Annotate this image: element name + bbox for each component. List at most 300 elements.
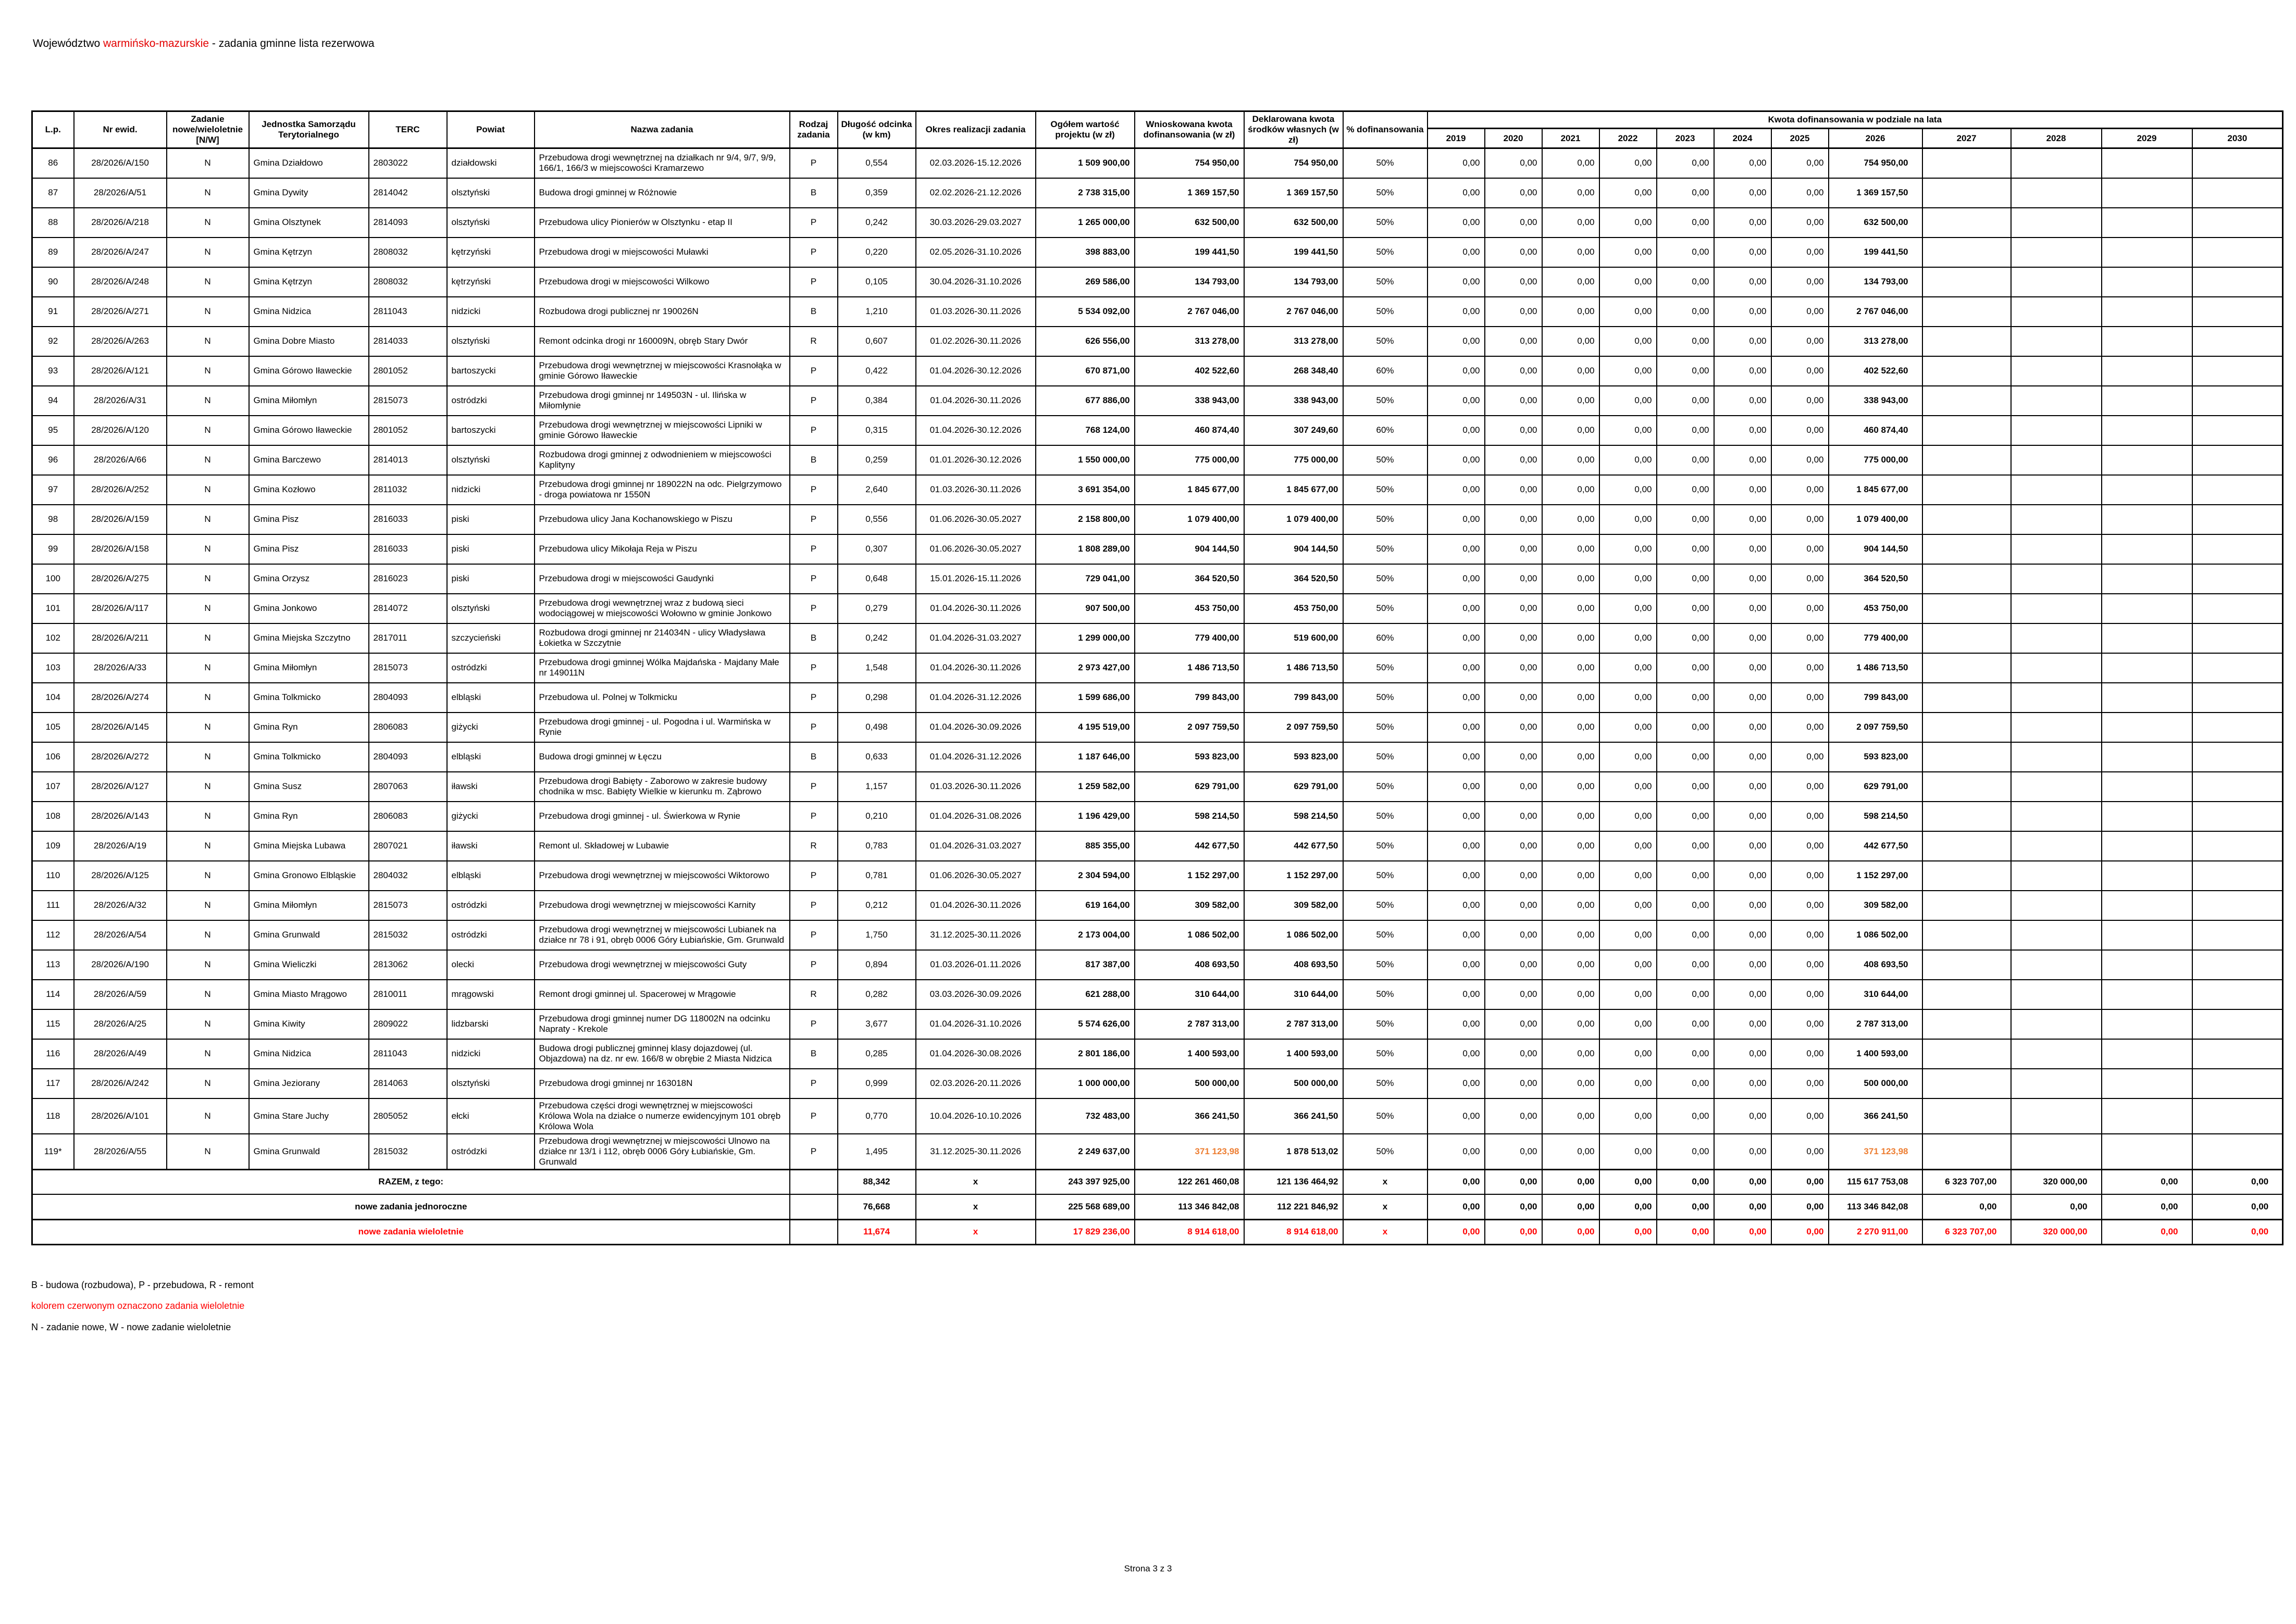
cell-2020: 0,00 [1485, 534, 1542, 564]
col-header-dlugosc: Długość odcinka (w km) [838, 111, 916, 148]
cell-nw: N [167, 238, 249, 267]
cell-terc: 2815073 [369, 653, 447, 683]
cell-wnioskowana: 460 874,40 [1135, 416, 1244, 445]
cell-jst: Gmina Stare Juchy [249, 1098, 369, 1134]
cell-2019: 0,00 [1428, 920, 1485, 950]
cell-2023: 0,00 [1657, 831, 1714, 861]
cell-2023: 0,00 [1657, 178, 1714, 208]
cell-nazwa: Przebudowa ulicy Jana Kochanowskiego w Piszu [535, 505, 790, 534]
cell-wnioskowana: 2 767 046,00 [1135, 297, 1244, 327]
cell-2024: 0,00 [1714, 623, 1771, 653]
cell-terc: 2816033 [369, 505, 447, 534]
cell-powiat: mrągowski [447, 980, 535, 1009]
cell-2026: 313 278,00 [1829, 327, 1922, 356]
cell-2030: 0,00 [2192, 1194, 2283, 1219]
cell-dlugosc: 0,384 [838, 386, 916, 416]
cell-nazwa: Budowa drogi gminnej w Łęczu [535, 742, 790, 772]
cell-powiat: działdowski [447, 148, 535, 178]
cell-deklarowana: 366 241,50 [1244, 1098, 1343, 1134]
cell-2029 [2102, 505, 2192, 534]
cell-2028 [2011, 1098, 2102, 1134]
cell-wnioskowana: 313 278,00 [1135, 327, 1244, 356]
cell-wnioskowana: 1 486 713,50 [1135, 653, 1244, 683]
cell-okres: 01.04.2026-31.03.2027 [916, 831, 1036, 861]
cell-2019: 0,00 [1428, 594, 1485, 623]
cell-2019: 0,00 [1428, 653, 1485, 683]
cell-deklarowana: 2 097 759,50 [1244, 713, 1343, 742]
cell-terc: 2804093 [369, 683, 447, 713]
col-header-year-2023: 2023 [1657, 129, 1714, 148]
cell-2028 [2011, 475, 2102, 505]
cell-dlugosc: 0,285 [838, 1039, 916, 1069]
cell-2022: 0,00 [1599, 564, 1657, 594]
cell-2022: 0,00 [1599, 505, 1657, 534]
cell-2030 [2192, 1069, 2283, 1098]
cell-wnioskowana: 408 693,50 [1135, 950, 1244, 980]
cell-nazwa: Remont odcinka drogi nr 160009N, obręb Stary Dwór [535, 327, 790, 356]
cell-procent: x [1343, 1169, 1428, 1194]
cell-rodzaj: P [790, 505, 838, 534]
cell-2023: 0,00 [1657, 356, 1714, 386]
cell-2025: 0,00 [1771, 267, 1829, 297]
cell-2028 [2011, 148, 2102, 178]
cell-dlugosc: 0,282 [838, 980, 916, 1009]
cell-dlugosc: 0,498 [838, 713, 916, 742]
cell-nr-ewid: 28/2026/A/32 [74, 891, 167, 920]
page-title-prefix: Województwo [33, 38, 104, 49]
cell-deklarowana: 632 500,00 [1244, 208, 1343, 238]
cell-nw: N [167, 327, 249, 356]
cell-2027 [1922, 683, 2011, 713]
cell-2022: 0,00 [1599, 208, 1657, 238]
cell-2026: 408 693,50 [1829, 950, 1922, 980]
cell-lp: 118 [32, 1098, 74, 1134]
cell-2030 [2192, 534, 2283, 564]
cell-2024: 0,00 [1714, 564, 1771, 594]
cell-2026: 2 787 313,00 [1829, 1009, 1922, 1039]
col-header-years-group: Kwota dofinansowania w podziale na lata [1428, 111, 2283, 129]
cell-2029 [2102, 208, 2192, 238]
cell-2026: 1 079 400,00 [1829, 505, 1922, 534]
cell-dlugosc: 1,157 [838, 772, 916, 802]
cell-jst: Gmina Pisz [249, 534, 369, 564]
cell-nw: N [167, 356, 249, 386]
summary-label: nowe zadania jednoroczne [32, 1194, 790, 1219]
cell-2023: 0,00 [1657, 148, 1714, 178]
cell-procent: 50% [1343, 594, 1428, 623]
cell-2023: 0,00 [1657, 505, 1714, 534]
cell-2030 [2192, 772, 2283, 802]
col-header-lp: L.p. [32, 111, 74, 148]
cell-nr-ewid: 28/2026/A/145 [74, 713, 167, 742]
cell-okres: 01.03.2026-30.11.2026 [916, 297, 1036, 327]
cell-jst: Gmina Susz [249, 772, 369, 802]
cell-2028 [2011, 831, 2102, 861]
cell-deklarowana: 268 348,40 [1244, 356, 1343, 386]
cell-2024: 0,00 [1714, 238, 1771, 267]
cell-deklarowana: 199 441,50 [1244, 238, 1343, 267]
cell-ogolem: 17 829 236,00 [1036, 1219, 1135, 1244]
col-header-wnioskowana: Wnioskowana kwota dofinansowania (w zł) [1135, 111, 1244, 148]
summary-row [32, 1219, 2283, 1244]
cell-2028 [2011, 445, 2102, 475]
cell-2025: 0,00 [1771, 386, 1829, 416]
table-row [32, 505, 2283, 534]
cell-lp: 93 [32, 356, 74, 386]
cell-nr-ewid: 28/2026/A/218 [74, 208, 167, 238]
cell-2022: 0,00 [1599, 356, 1657, 386]
cell-2023: 0,00 [1657, 1194, 1714, 1219]
cell-2021: 0,00 [1542, 742, 1599, 772]
cell-okres: 01.06.2026-30.05.2027 [916, 861, 1036, 891]
cell-procent: 50% [1343, 386, 1428, 416]
cell-2028 [2011, 1069, 2102, 1098]
cell-2024: 0,00 [1714, 1194, 1771, 1219]
cell-rodzaj: P [790, 802, 838, 831]
cell-2025: 0,00 [1771, 1134, 1829, 1170]
cell-dlugosc: 0,556 [838, 505, 916, 534]
cell-2027: 0,00 [1922, 1194, 2011, 1219]
cell-2030 [2192, 297, 2283, 327]
cell-nw: N [167, 623, 249, 653]
cell-2023: 0,00 [1657, 534, 1714, 564]
cell-jst: Gmina Miłomłyn [249, 891, 369, 920]
cell-2019: 0,00 [1428, 713, 1485, 742]
cell-wnioskowana: 754 950,00 [1135, 148, 1244, 178]
cell-ogolem: 225 568 689,00 [1036, 1194, 1135, 1219]
cell-2026: 754 950,00 [1829, 148, 1922, 178]
cell-2025: 0,00 [1771, 861, 1829, 891]
cell-2028 [2011, 564, 2102, 594]
cell-jst: Gmina Dobre Miasto [249, 327, 369, 356]
cell-2025: 0,00 [1771, 950, 1829, 980]
table-row [32, 683, 2283, 713]
cell-nazwa: Przebudowa części drogi wewnętrznej w miejscowości Królowa Wola na działce o numerze ewidencyjnym 101 obręb Królowa Wola [535, 1098, 790, 1134]
cell-nr-ewid: 28/2026/A/127 [74, 772, 167, 802]
cell-powiat: olsztyński [447, 178, 535, 208]
cell-rodzaj: B [790, 623, 838, 653]
cell-2021: 0,00 [1542, 713, 1599, 742]
cell-okres: 15.01.2026-15.11.2026 [916, 564, 1036, 594]
cell-wnioskowana: 1 152 297,00 [1135, 861, 1244, 891]
cell-okres: 03.03.2026-30.09.2026 [916, 980, 1036, 1009]
cell-2020: 0,00 [1485, 267, 1542, 297]
cell-wnioskowana: 904 144,50 [1135, 534, 1244, 564]
table-row [32, 445, 2283, 475]
cell-2030 [2192, 505, 2283, 534]
cell-deklarowana: 112 221 846,92 [1244, 1194, 1343, 1219]
cell-2021: 0,00 [1542, 534, 1599, 564]
cell-2029 [2102, 891, 2192, 920]
cell-2022: 0,00 [1599, 445, 1657, 475]
cell-2024: 0,00 [1714, 208, 1771, 238]
cell-2030 [2192, 208, 2283, 238]
cell-2028: 320 000,00 [2011, 1169, 2102, 1194]
cell-terc: 2808032 [369, 267, 447, 297]
legend-note-new-tasks: N - zadanie nowe, W - nowe zadanie wieloletnie [31, 1321, 231, 1332]
cell-powiat: olsztyński [447, 594, 535, 623]
cell-terc: 2815073 [369, 386, 447, 416]
cell-procent: 50% [1343, 505, 1428, 534]
cell-2021: 0,00 [1542, 327, 1599, 356]
cell-2025: 0,00 [1771, 445, 1829, 475]
cell-powiat: ostródzki [447, 920, 535, 950]
cell-lp: 102 [32, 623, 74, 653]
cell-lp: 112 [32, 920, 74, 950]
cell-2023: 0,00 [1657, 802, 1714, 831]
cell-nw: N [167, 1134, 249, 1170]
cell-terc: 2816023 [369, 564, 447, 594]
cell-okres: 30.04.2026-31.10.2026 [916, 267, 1036, 297]
cell-2027 [1922, 594, 2011, 623]
cell-lp: 107 [32, 772, 74, 802]
cell-deklarowana: 309 582,00 [1244, 891, 1343, 920]
cell-2019: 0,00 [1428, 238, 1485, 267]
cell-nazwa: Przebudowa drogi gminnej Wólka Majdańska - Majdany Małe nr 149011N [535, 653, 790, 683]
cell-procent: 50% [1343, 1009, 1428, 1039]
cell-dlugosc: 0,315 [838, 416, 916, 445]
cell-jst: Gmina Górowo Iławeckie [249, 356, 369, 386]
cell-2029 [2102, 564, 2192, 594]
cell-2030 [2192, 475, 2283, 505]
cell-wnioskowana: 775 000,00 [1135, 445, 1244, 475]
cell-terc: 2803022 [369, 148, 447, 178]
page-title-voivodeship: warmińsko-mazurskie [103, 38, 209, 49]
cell-nr-ewid: 28/2026/A/159 [74, 505, 167, 534]
cell-nazwa: Przebudowa drogi wewnętrznej w miejscowości Lubianek na działce nr 78 i 91, obręb 0006 Góry Łubiańskie, Gm. Grunwald [535, 920, 790, 950]
cell-dlugosc: 0,648 [838, 564, 916, 594]
cell-lp: 103 [32, 653, 74, 683]
cell-wnioskowana: 122 261 460,08 [1135, 1169, 1244, 1194]
col-header-year-2019: 2019 [1428, 129, 1485, 148]
cell-rodzaj: P [790, 534, 838, 564]
cell-deklarowana: 307 249,60 [1244, 416, 1343, 445]
cell-jst: Gmina Kiwity [249, 1009, 369, 1039]
cell-rodzaj: P [790, 772, 838, 802]
cell-2019: 0,00 [1428, 772, 1485, 802]
cell-lp: 117 [32, 1069, 74, 1098]
cell-2019: 0,00 [1428, 1169, 1485, 1194]
cell-2026: 442 677,50 [1829, 831, 1922, 861]
cell-jst: Gmina Miłomłyn [249, 653, 369, 683]
cell-deklarowana: 310 644,00 [1244, 980, 1343, 1009]
cell-2030 [2192, 831, 2283, 861]
cell-2030 [2192, 564, 2283, 594]
cell-2022: 0,00 [1599, 178, 1657, 208]
cell-procent: 50% [1343, 861, 1428, 891]
cell-2028 [2011, 653, 2102, 683]
cell-wnioskowana: 1 079 400,00 [1135, 505, 1244, 534]
cell-2024: 0,00 [1714, 475, 1771, 505]
cell-2027 [1922, 386, 2011, 416]
cell-2025: 0,00 [1771, 980, 1829, 1009]
cell-2020: 0,00 [1485, 386, 1542, 416]
cell-okres: 31.12.2025-30.11.2026 [916, 1134, 1036, 1170]
cell-2024: 0,00 [1714, 713, 1771, 742]
cell-rodzaj: P [790, 386, 838, 416]
cell-2029 [2102, 238, 2192, 267]
cell-nr-ewid: 28/2026/A/55 [74, 1134, 167, 1170]
cell-jst: Gmina Ryn [249, 713, 369, 742]
cell-nazwa: Przebudowa drogi w miejscowości Wilkowo [535, 267, 790, 297]
cell-rodzaj: P [790, 148, 838, 178]
cell-2019: 0,00 [1428, 297, 1485, 327]
cell-nazwa: Przebudowa drogi Babięty - Zaborowo w zakresie budowy chodnika w msc. Babięty Wielkie w kierunku m. Ząbrowo [535, 772, 790, 802]
cell-2023: 0,00 [1657, 683, 1714, 713]
cell-2027 [1922, 950, 2011, 980]
cell-nw: N [167, 683, 249, 713]
cell-deklarowana: 408 693,50 [1244, 950, 1343, 980]
cell-2030 [2192, 623, 2283, 653]
cell-nr-ewid: 28/2026/A/150 [74, 148, 167, 178]
cell-deklarowana: 1 486 713,50 [1244, 653, 1343, 683]
cell-ogolem: 1 550 000,00 [1036, 445, 1135, 475]
cell-procent: 50% [1343, 891, 1428, 920]
cell-2020: 0,00 [1485, 861, 1542, 891]
cell-powiat: nidzicki [447, 297, 535, 327]
cell-lp: 109 [32, 831, 74, 861]
cell-dlugosc: 0,999 [838, 1069, 916, 1098]
cell-2023: 0,00 [1657, 1039, 1714, 1069]
cell-nazwa: Przebudowa drogi gminnej numer DG 118002N na odcinku Napraty - Krekole [535, 1009, 790, 1039]
cell-lp: 106 [32, 742, 74, 772]
table-row [32, 950, 2283, 980]
cell-2022: 0,00 [1599, 891, 1657, 920]
cell-dlugosc: 0,607 [838, 327, 916, 356]
table-row [32, 1009, 2283, 1039]
cell-jst: Gmina Dywity [249, 178, 369, 208]
cell-okres: 01.04.2026-30.12.2026 [916, 416, 1036, 445]
cell-nr-ewid: 28/2026/A/242 [74, 1069, 167, 1098]
cell-okres: 01.04.2026-31.08.2026 [916, 802, 1036, 831]
cell-2029 [2102, 861, 2192, 891]
cell-ogolem: 817 387,00 [1036, 950, 1135, 980]
cell-2027 [1922, 564, 2011, 594]
cell-2019: 0,00 [1428, 267, 1485, 297]
col-header-deklarowana: Deklarowana kwota środków własnych (w zł) [1244, 111, 1343, 148]
cell-2028 [2011, 238, 2102, 267]
cell-lp: 100 [32, 564, 74, 594]
cell-dlugosc: 0,307 [838, 534, 916, 564]
cell-2029 [2102, 920, 2192, 950]
cell-2020: 0,00 [1485, 950, 1542, 980]
cell-powiat: olsztyński [447, 208, 535, 238]
cell-deklarowana: 1 400 593,00 [1244, 1039, 1343, 1069]
cell-terc: 2815032 [369, 1134, 447, 1170]
cell-lp: 91 [32, 297, 74, 327]
cell-okres: 01.02.2026-30.11.2026 [916, 327, 1036, 356]
cell-2022: 0,00 [1599, 742, 1657, 772]
cell-2029 [2102, 1039, 2192, 1069]
cell-wnioskowana: 309 582,00 [1135, 891, 1244, 920]
cell-terc: 2804093 [369, 742, 447, 772]
cell-nazwa: Rozbudowa drogi publicznej nr 190026N [535, 297, 790, 327]
cell-2027 [1922, 713, 2011, 742]
cell-nazwa: Przebudowa ulicy Pionierów w Olsztynku - etap II [535, 208, 790, 238]
cell-nr-ewid: 28/2026/A/117 [74, 594, 167, 623]
cell-jst: Gmina Olsztynek [249, 208, 369, 238]
cell-okres: 01.03.2026-30.11.2026 [916, 475, 1036, 505]
cell-2020: 0,00 [1485, 564, 1542, 594]
cell-jst: Gmina Nidzica [249, 297, 369, 327]
cell-procent: 50% [1343, 267, 1428, 297]
cell-2020: 0,00 [1485, 653, 1542, 683]
cell-deklarowana: 8 914 618,00 [1244, 1219, 1343, 1244]
cell-wnioskowana: 199 441,50 [1135, 238, 1244, 267]
cell-okres: 01.06.2026-30.05.2027 [916, 505, 1036, 534]
cell-2028 [2011, 920, 2102, 950]
cell-okres: 30.03.2026-29.03.2027 [916, 208, 1036, 238]
cell-2020: 0,00 [1485, 1134, 1542, 1170]
cell-nr-ewid: 28/2026/A/247 [74, 238, 167, 267]
cell-wnioskowana: 113 346 842,08 [1135, 1194, 1244, 1219]
cell-2019: 0,00 [1428, 1039, 1485, 1069]
cell-okres: 01.04.2026-30.11.2026 [916, 891, 1036, 920]
cell-2026: 2 767 046,00 [1829, 297, 1922, 327]
cell-2019: 0,00 [1428, 178, 1485, 208]
cell-2030 [2192, 742, 2283, 772]
cell-2024: 0,00 [1714, 653, 1771, 683]
cell-2026: 402 522,60 [1829, 356, 1922, 386]
cell-2028 [2011, 1039, 2102, 1069]
cell-2027: 6 323 707,00 [1922, 1219, 2011, 1244]
cell-2024: 0,00 [1714, 980, 1771, 1009]
cell-terc: 2811032 [369, 475, 447, 505]
cell-2027 [1922, 802, 2011, 831]
page-number: Strona 3 z 3 [1124, 1564, 1172, 1573]
cell-lp: 110 [32, 861, 74, 891]
cell-2028 [2011, 1134, 2102, 1170]
col-header-jst: Jednostka Samorządu Terytorialnego [249, 111, 369, 148]
cell-2027 [1922, 505, 2011, 534]
cell-wnioskowana: 1 086 502,00 [1135, 920, 1244, 950]
cell-2030 [2192, 950, 2283, 980]
cell-procent: 50% [1343, 475, 1428, 505]
cell-2030: 0,00 [2192, 1219, 2283, 1244]
data-table [31, 110, 2283, 1245]
cell-procent: 50% [1343, 1134, 1428, 1170]
cell-powiat: piski [447, 505, 535, 534]
cell-rodzaj: B [790, 742, 838, 772]
cell-lp: 87 [32, 178, 74, 208]
cell-nw: N [167, 148, 249, 178]
cell-2022: 0,00 [1599, 950, 1657, 980]
cell-2023: 0,00 [1657, 475, 1714, 505]
cell-nazwa: Przebudowa drogi gminnej - ul. Świerkowa w Rynie [535, 802, 790, 831]
cell-deklarowana: 1 369 157,50 [1244, 178, 1343, 208]
cell-nw: N [167, 594, 249, 623]
cell-2025: 0,00 [1771, 178, 1829, 208]
cell-2026: 134 793,00 [1829, 267, 1922, 297]
cell-nw: N [167, 831, 249, 861]
cell-2022: 0,00 [1599, 980, 1657, 1009]
col-header-year-2024: 2024 [1714, 129, 1771, 148]
cell-2021: 0,00 [1542, 623, 1599, 653]
cell-2026: 1 845 677,00 [1829, 475, 1922, 505]
cell-2029 [2102, 416, 2192, 445]
cell-2023: 0,00 [1657, 594, 1714, 623]
table-area [31, 110, 2288, 1338]
cell-2020: 0,00 [1485, 416, 1542, 445]
col-header-okres: Okres realizacji zadania [916, 111, 1036, 148]
cell-powiat: ostródzki [447, 891, 535, 920]
cell-2027 [1922, 653, 2011, 683]
cell-2028 [2011, 683, 2102, 713]
cell-2025: 0,00 [1771, 297, 1829, 327]
cell-2026: 1 400 593,00 [1829, 1039, 1922, 1069]
summary-row [32, 1169, 2283, 1194]
cell-wnioskowana: 598 214,50 [1135, 802, 1244, 831]
